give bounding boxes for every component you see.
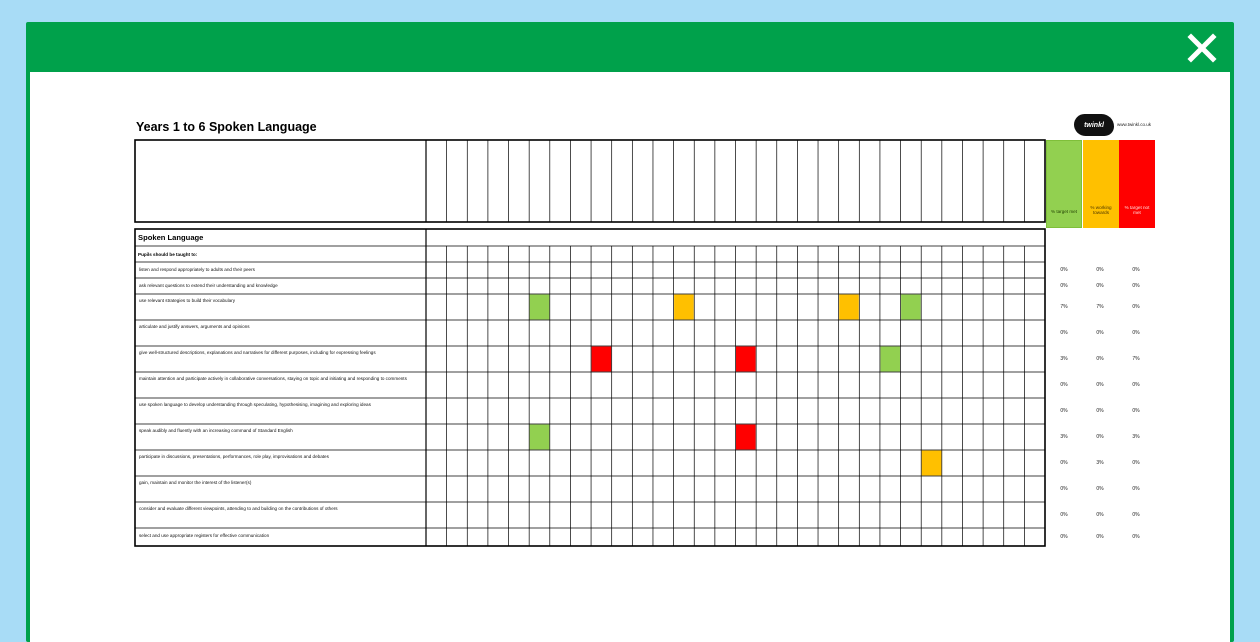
percent-not-met-value: 3% (1132, 434, 1140, 440)
section-subtitle: Pupils should be taught to: (138, 252, 198, 257)
section-title: Spoken Language (138, 233, 204, 242)
percent-working-value: 0% (1096, 534, 1104, 540)
percent-not-met-value: 0% (1132, 512, 1140, 518)
percent-met-value: 3% (1060, 434, 1068, 440)
mark-cell-working (839, 295, 859, 320)
criterion-text: maintain attention and participate actively in collaborative conversations, staying on topic and initiating and responding to comments (139, 376, 407, 381)
percent-not-met-value: 0% (1132, 283, 1140, 289)
criterion-text: listen and respond appropriately to adults and their peers (139, 267, 255, 272)
mark-cell-met (530, 425, 550, 450)
percent-working-value: 3% (1096, 460, 1104, 466)
mark-cell-met (880, 347, 900, 372)
close-icon (1186, 32, 1218, 64)
percent-met-value: 0% (1060, 382, 1068, 388)
mark-cell-not_met (736, 425, 756, 450)
criteria-table (135, 229, 1045, 546)
percent-met-value: 0% (1060, 486, 1068, 492)
percent-working-value: 0% (1096, 382, 1104, 388)
criterion-text: participate in discussions, presentations, performances, role play, improvisations and debates (139, 454, 329, 459)
criterion-text: select and use appropriate registers for effective communication (139, 533, 270, 538)
mark-cell-not_met (736, 347, 756, 372)
percent-working-value: 0% (1096, 330, 1104, 336)
mark-cell-working (674, 295, 694, 320)
percent-not-met-value: 0% (1132, 486, 1140, 492)
criterion-text: use relevant strategies to build their vocabulary (139, 298, 236, 303)
percent-working-value: 0% (1096, 486, 1104, 492)
logo-url: www.twinkl.co.uk (1117, 122, 1152, 127)
pupil-names-header (135, 140, 1045, 222)
criterion-text: use spoken language to develop understanding through speculating, hypothesising, imagining and exploring ideas (139, 402, 371, 407)
criterion-text: ask relevant questions to extend their understanding and knowledge (139, 283, 278, 288)
document-page (30, 72, 1230, 642)
percent-not-met-value: 0% (1132, 267, 1140, 273)
criterion-text: gain, maintain and monitor the interest of the listener(s) (139, 480, 252, 485)
percent-met-value: 0% (1060, 267, 1068, 273)
mark-cell-working (922, 451, 942, 476)
percent-working-header: % working towards (1083, 140, 1119, 228)
percent-not-met-value: 0% (1132, 534, 1140, 540)
document-title: Years 1 to 6 Spoken Language (136, 120, 317, 134)
percent-met-value: 0% (1060, 534, 1068, 540)
percent-not-met-value: 0% (1132, 382, 1140, 388)
criterion-text: articulate and justify answers, arguments and opinions (139, 324, 250, 329)
percent-not-met-header: % target not met (1119, 140, 1155, 228)
percent-working-value: 0% (1096, 512, 1104, 518)
criterion-text: give well-structured descriptions, explanations and narratives for different purposes, including for expressing feelings (139, 350, 376, 355)
percent-not-met-value: 7% (1132, 356, 1140, 362)
percent-working-value: 0% (1096, 434, 1104, 440)
percent-met-value: 0% (1060, 330, 1068, 336)
tracker-window (26, 22, 1234, 642)
percent-met-value: 0% (1060, 460, 1068, 466)
criterion-text: speak audibly and fluently with an increasing command of Standard English (139, 428, 293, 433)
brand-logo: twinkl (1074, 114, 1114, 136)
percent-not-met-value: 0% (1132, 460, 1140, 466)
percent-working-value: 7% (1096, 304, 1104, 310)
percent-met-value: 0% (1060, 408, 1068, 414)
mark-cell-met (901, 295, 921, 320)
percent-not-met-value: 0% (1132, 304, 1140, 310)
percent-met-header: % target met (1046, 140, 1082, 228)
percent-met-value: 3% (1060, 356, 1068, 362)
percent-working-value: 0% (1096, 408, 1104, 414)
percent-met-value: 0% (1060, 283, 1068, 289)
percent-working-value: 0% (1096, 283, 1104, 289)
percent-not-met-value: 0% (1132, 408, 1140, 414)
percent-working-value: 0% (1096, 267, 1104, 273)
window-header (26, 22, 1234, 72)
close-button[interactable] (1186, 32, 1218, 64)
percent-not-met-value: 0% (1132, 330, 1140, 336)
mark-cell-met (530, 295, 550, 320)
percent-met-value: 0% (1060, 512, 1068, 518)
percent-working-value: 0% (1096, 356, 1104, 362)
mark-cell-not_met (592, 347, 612, 372)
percent-met-value: 7% (1060, 304, 1068, 310)
criterion-text: consider and evaluate different viewpoints, attending to and building on the contributions of others (139, 506, 338, 511)
